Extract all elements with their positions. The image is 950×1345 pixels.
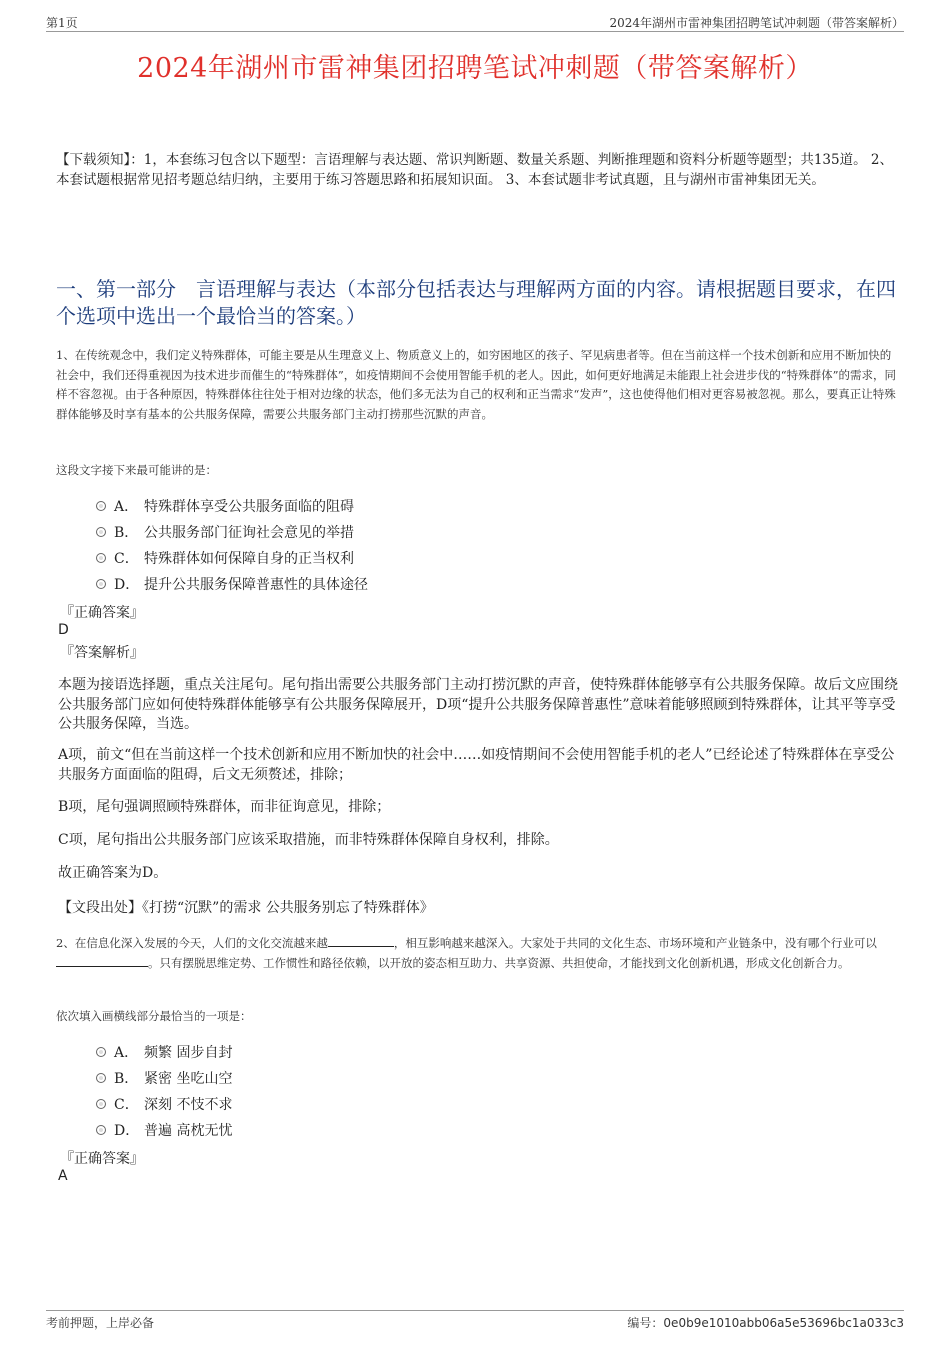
question-2-text-part: 。只有摆脱思维定势、工作惯性和路径依赖，以开放的姿态相互助力、共享资源、共担使命，才能找到文化创新机遇，形成文化创新合力。	[148, 955, 850, 970]
footer-document-id: 编号：0e0b9e1010abb06a5e53696bc1a033c3	[627, 1316, 904, 1330]
option-letter: A．	[114, 499, 139, 515]
option-b[interactable]	[96, 1065, 232, 1091]
question-2-text	[56, 934, 901, 973]
radio-icon[interactable]	[96, 527, 106, 537]
radio-icon[interactable]	[96, 1099, 106, 1109]
option-text: 提升公共服务保障普惠性的具体途径	[144, 577, 368, 593]
analysis-label: 『答案解析』	[60, 645, 144, 661]
analysis-paragraph: C项，尾句指出公共服务部门应该采取措施，而非特殊群体保障自身权利，排除。	[58, 832, 559, 848]
question-2-text-part: ，相互影响越来越深入。大家处于共同的文化生态、市场环境和产业链条中，没有哪个行业可以	[393, 936, 877, 950]
correct-answer: A	[58, 1168, 68, 1184]
question-1-text: 1、在传统观念中，我们定义特殊群体，可能主要是从生理意义上、物质意义上的，如穷困地区的孩子、罕见病患者等。但在当前这样一个技术创新和应用不断加快的社会中，我们还得重视因为技术进步而催生的“特殊群体”，如疫情期间不会使用智能手机的老人。因此，如何更好地满足未能跟上社会进步伐的“特殊群体”的需求，同样不容忽视。由于各种原因，特殊群体往往处于相对边缘的状态，他们多无法为自己的权利和正当需求“发声”，这也使得他们相对更容易被忽视。那么，要真正让特殊群体能够及时享有基本的公共服务保障，需要公共服务部门主动打捞那些沉默的声音。	[56, 348, 897, 421]
header-page-number: 第1页	[46, 16, 78, 30]
footer-divider	[46, 1310, 904, 1311]
option-a[interactable]	[96, 493, 368, 519]
question-1-prompt: 这段文字接下来最可能讲的是：	[56, 463, 217, 477]
radio-icon[interactable]	[96, 1047, 106, 1057]
option-a[interactable]	[96, 1039, 232, 1065]
option-b[interactable]	[96, 519, 368, 545]
option-text: 特殊群体享受公共服务面临的阻碍	[144, 499, 354, 515]
option-letter: D．	[114, 1123, 140, 1139]
option-text: 紧密 坐吃山空	[144, 1071, 233, 1087]
analysis-paragraph: 本题为接语选择题，重点关注尾句。尾句指出需要公共服务部门主动打捞沉默的声音，使特殊群体能够享有公共服务保障。故后文应围绕公共服务部门应如何使特殊群体能够享有公共服务保障展开，D项“提升公共服务保障普惠性”意味着能够照顾到特殊群体，让其平等享受公共服务保障，当选。	[58, 677, 898, 732]
download-notice: 【下载须知】：1，本套练习包含以下题型：言语理解与表达题、常识判断题、数量关系题、判断推理题和资料分析题等题型；共135道。 2、本套试题根据常见招考题总结归纳，主要用于练习答题思路和拓展知识面。 3、本套试题非考试真题，且与湖州市雷神集团无关。	[56, 152, 893, 188]
footer-slogan: 考前押题，上岸必备	[46, 1316, 155, 1330]
option-text: 公共服务部门征询社会意见的举措	[144, 525, 354, 541]
source-citation: 【文段出处】《打捞“沉默”的需求 公共服务别忘了特殊群体》	[58, 900, 434, 916]
option-letter: A．	[114, 1045, 139, 1061]
analysis-paragraph: 故正确答案为D。	[58, 865, 168, 881]
option-letter: B．	[114, 1071, 139, 1087]
radio-icon[interactable]	[96, 1125, 106, 1135]
option-c[interactable]	[96, 1091, 232, 1117]
option-letter: C．	[114, 551, 139, 567]
option-d[interactable]	[96, 1117, 232, 1143]
option-d[interactable]	[96, 571, 368, 597]
question-1-options	[96, 493, 368, 597]
option-text: 特殊群体如何保障自身的正当权利	[144, 551, 354, 567]
section-heading: 一、第一部分 言语理解与表达（本部分包括表达与理解两方面的内容。请根据题目要求，在四个选项中选出一个最恰当的答案。）	[56, 277, 896, 328]
header-divider	[46, 31, 904, 32]
correct-answer-label: 『正确答案』	[60, 1151, 144, 1167]
radio-icon[interactable]	[96, 1073, 106, 1083]
question-2-options	[96, 1039, 232, 1143]
question-2-prompt: 依次填入画横线部分最恰当的一项是：	[56, 1009, 252, 1023]
question-2-text-part: 2、在信息化深入发展的今天，人们的文化交流越来越	[56, 936, 328, 950]
radio-icon[interactable]	[96, 553, 106, 563]
option-text: 普遍 高枕无忧	[144, 1123, 233, 1139]
analysis-paragraph: A项，前文“但在当前这样一个技术创新和应用不断加快的社会中……如疫情期间不会使用智能手机的老人”已经论述了特殊群体在享受公共服务方面面临的阻碍，后文无须赘述，排除；	[58, 747, 895, 783]
analysis-paragraph: B项，尾句强调照顾特殊群体，而非征询意见，排除；	[58, 799, 391, 815]
correct-answer-label: 『正确答案』	[60, 605, 144, 621]
option-letter: B．	[114, 525, 139, 541]
option-text: 频繁 固步自封	[144, 1045, 233, 1061]
correct-answer: D	[58, 622, 69, 638]
radio-icon[interactable]	[96, 579, 106, 589]
fill-blank-2	[56, 954, 148, 967]
header-doc-title: 2024年湖州市雷神集团招聘笔试冲刺题（带答案解析）	[609, 16, 904, 30]
option-text: 深刻 不忮不求	[144, 1097, 233, 1113]
option-letter: C．	[114, 1097, 139, 1113]
option-letter: D．	[114, 577, 140, 593]
fill-blank-1	[328, 934, 394, 947]
page-title: 2024年湖州市雷神集团招聘笔试冲刺题（带答案解析）	[137, 53, 813, 84]
option-c[interactable]	[96, 545, 368, 571]
radio-icon[interactable]	[96, 501, 106, 511]
